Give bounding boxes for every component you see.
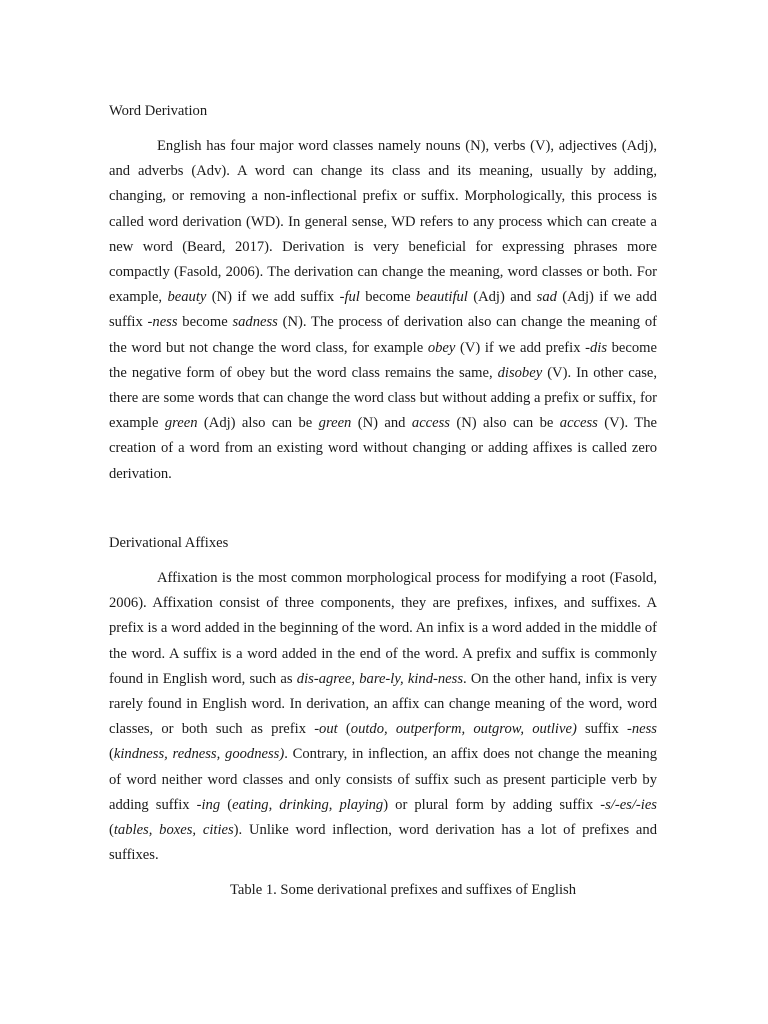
italic-term: beautiful: [415, 289, 468, 306]
paragraph-derivational-affixes: Affixation is the most common morphological process for modifying a root (Fasold, 2006). Affixation consist of three components, they are prefixes, infixes, and suffixes. A prefix is a word added in the beginning of the word. An infix is a word added in the middle of the word. A suffix is a word added in the end of the word. A prefix and suffix is commonly found in English word, such as dis-agree, bare-ly, kind-ness. On the other hand, infix is very rarely found in English word. In derivation, an affix can change meaning of the word, word classes, or both such as prefix -out (outdo, outperform, outgrow, outlive) suffix -ness (kindness, redness, goodness). Contrary, in inflection, an affix does not change the meaning of word neither word classes and only consists of suffix such as present participle verb by adding suffix -ing (eating, drinking, playing) or plural form by adding suffix -s/-es/-ies (tables, boxes, cities). Unlike word inflection, word derivation has a lot of prefixes and suffixes.: [109, 570, 658, 864]
italic-term: sadness: [232, 314, 278, 331]
italic-term: green: [318, 415, 352, 432]
italic-term: -dis: [585, 339, 608, 356]
italic-term: disobey: [497, 364, 543, 381]
italic-term: access: [559, 415, 598, 432]
section-heading-derivational-affixes: Derivational Affixes: [109, 535, 229, 551]
italic-term: beauty: [167, 289, 207, 306]
italic-term: sad: [536, 289, 557, 306]
italic-term: -ing: [196, 796, 221, 813]
italic-term: dis-agree, bare-ly, kind-ness: [296, 670, 463, 687]
italic-term: green: [164, 415, 198, 432]
italic-term: -ness: [626, 721, 657, 738]
italic-term: tables, boxes, cities: [113, 822, 234, 839]
italic-term: kindness, redness, goodness): [113, 746, 285, 763]
italic-term: -ness: [147, 314, 178, 331]
section-heading-word-derivation: Word Derivation: [109, 103, 208, 119]
italic-term: -ful: [339, 289, 360, 306]
table-caption: Table 1. Some derivational prefixes and suffixes of English: [229, 882, 577, 898]
italic-term: -out: [314, 721, 338, 738]
italic-term: eating, drinking, playing: [232, 796, 384, 813]
italic-term: -s/-es/-ies: [600, 796, 657, 813]
italic-term: access: [411, 415, 450, 432]
paragraph-word-derivation: English has four major word classes namely nouns (N), verbs (V), adjectives (Adj), and adverbs (Adv). A word can change its class and its meaning, usually by adding, changing, or removing a non-inflectional prefix or suffix. Morphologically, this process is called word derivation (WD). In general sense, WD refers to any process which can create a new word (Beard, 2017). Derivation is very beneficial for expressing phrases more compactly (Fasold, 2006). The derivation can change the meaning, word classes or both. For example, beauty (N) if we add suffix -ful become beautiful (Adj) and sad (Adj) if we add suffix -ness become sadness (N). The process of derivation also can change the meaning of the word but not change the word class, for example obey (V) if we add prefix -dis become the negative form of obey but the word class remains the same, disobey (V). In other case, there are some words that can change the word class but without adding a prefix or suffix, for example green (Adj) also can be green (N) and access (N) also can be access (V). The creation of a word from an existing word without changing or adding affixes is called zero derivation.: [109, 138, 658, 482]
italic-term: obey: [427, 339, 456, 356]
italic-term: outdo, outperform, outgrow, outlive): [350, 721, 577, 738]
